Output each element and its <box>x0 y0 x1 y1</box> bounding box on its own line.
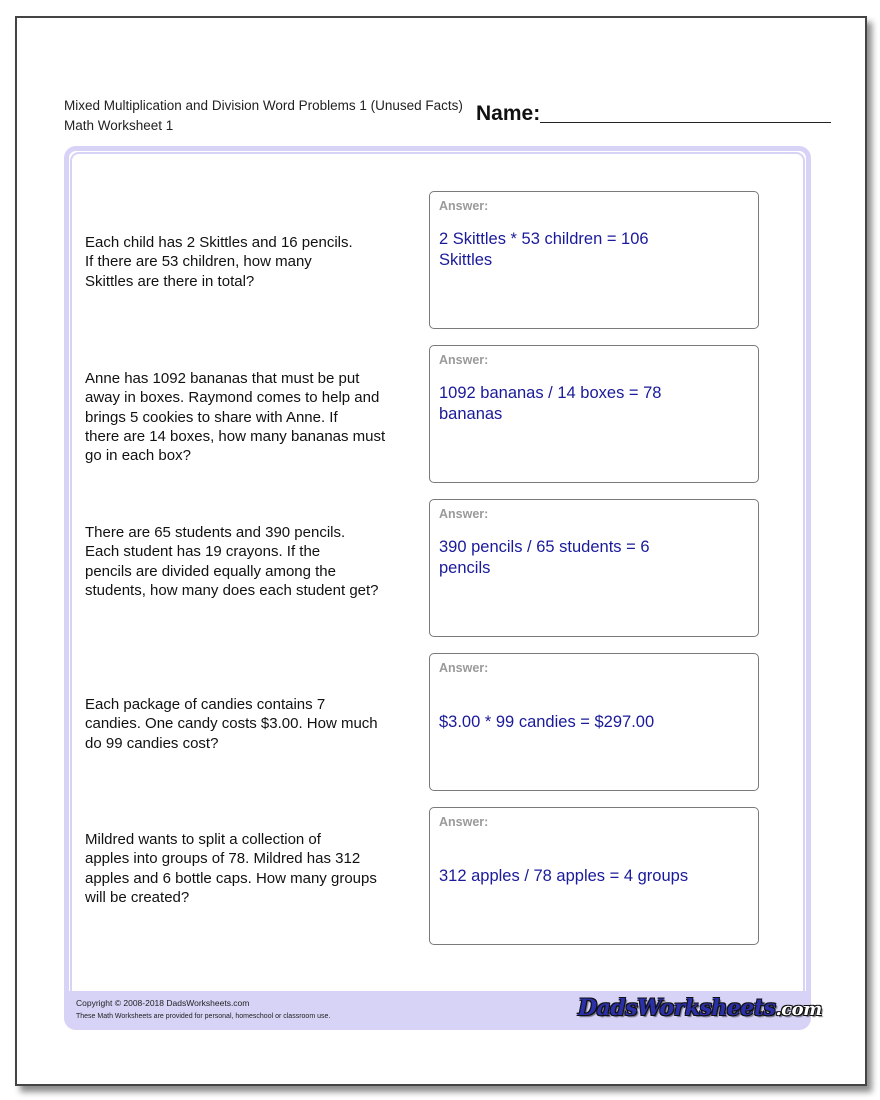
answer-line: bananas <box>439 405 503 423</box>
question-line: students, how many does each student get? <box>85 581 379 599</box>
logo-suffix-text: .com <box>775 999 822 1020</box>
question-line: brings 5 cookies to share with Anne. If <box>85 408 338 426</box>
question-line: Mildred wants to split a collection of <box>85 831 321 848</box>
question-line: away in boxes. Raymond comes to help and <box>85 389 380 407</box>
question-line: candies. One candy costs $3.00. How much <box>85 715 378 733</box>
question-line: apples and 6 bottle caps. How many groups <box>85 869 377 887</box>
question-line: Each child has 2 Skittles and 16 pencils. <box>85 234 353 251</box>
problem-5-answer-box[interactable] <box>429 807 759 945</box>
name-write-line[interactable] <box>540 122 831 123</box>
answer-line: pencils <box>439 559 491 577</box>
answer-line: 390 pencils / 65 students = 6 <box>439 538 650 556</box>
answer-text <box>439 866 739 887</box>
worksheet-title: Mixed Multiplication and Division Word Problems 1 (Unused Facts) <box>64 98 463 113</box>
problem-1-question <box>85 233 415 291</box>
usage-notice: These Math Worksheets are provided for personal, homeschool or classroom use. <box>76 1013 331 1020</box>
question-line: do 99 candies cost? <box>85 734 219 752</box>
question-line: go in each box? <box>85 447 191 465</box>
answer-label: Answer: <box>439 353 489 367</box>
answer-text <box>439 229 739 271</box>
problem-5-question <box>85 830 415 907</box>
question-line: will be created? <box>85 888 190 906</box>
answer-line: Skittles <box>439 251 493 269</box>
answer-line: $3.00 * 99 candies = $297.00 <box>439 713 655 731</box>
answer-line: 312 apples / 78 apples = 4 groups <box>439 867 689 885</box>
question-line: Each package of candies contains 7 <box>85 696 326 713</box>
question-line: Each student has 19 crayons. If the <box>85 543 321 561</box>
problem-4-answer-box[interactable] <box>429 653 759 791</box>
problem-3-question <box>85 523 415 600</box>
question-line: Skittles are there in total? <box>85 272 255 290</box>
question-line: apples into groups of 78. Mildred has 312 <box>85 850 361 868</box>
question-line: pencils are divided equally among the <box>85 562 336 580</box>
answer-label: Answer: <box>439 507 489 521</box>
problem-3-answer-box[interactable] <box>429 499 759 637</box>
problem-2-answer-box[interactable] <box>429 345 759 483</box>
worksheet-subtitle: Math Worksheet 1 <box>64 118 174 133</box>
answer-text <box>439 712 739 733</box>
name-label: Name: <box>476 102 541 125</box>
answer-label: Answer: <box>439 661 489 675</box>
question-line: Anne has 1092 bananas that must be put <box>85 370 360 387</box>
question-line: There are 65 students and 390 pencils. <box>85 524 346 541</box>
question-line: If there are 53 children, how many <box>85 253 312 271</box>
answer-text <box>439 537 739 579</box>
answer-label: Answer: <box>439 199 489 213</box>
answer-line: 2 Skittles * 53 children = 106 <box>439 230 649 248</box>
problem-1-answer-box[interactable] <box>429 191 759 329</box>
logo-main-text: DadsWorksheets <box>578 995 776 1021</box>
question-line: there are 14 boxes, how many bananas must <box>85 427 386 445</box>
copyright-text: Copyright © 2008-2018 DadsWorksheets.com <box>76 998 250 1008</box>
problem-4-question <box>85 695 415 753</box>
answer-line: 1092 bananas / 14 boxes = 78 <box>439 384 662 402</box>
answer-text <box>439 383 739 425</box>
dadsworksheets-logo[interactable] <box>578 993 822 1025</box>
answer-label: Answer: <box>439 815 489 829</box>
problem-2-question <box>85 369 415 465</box>
